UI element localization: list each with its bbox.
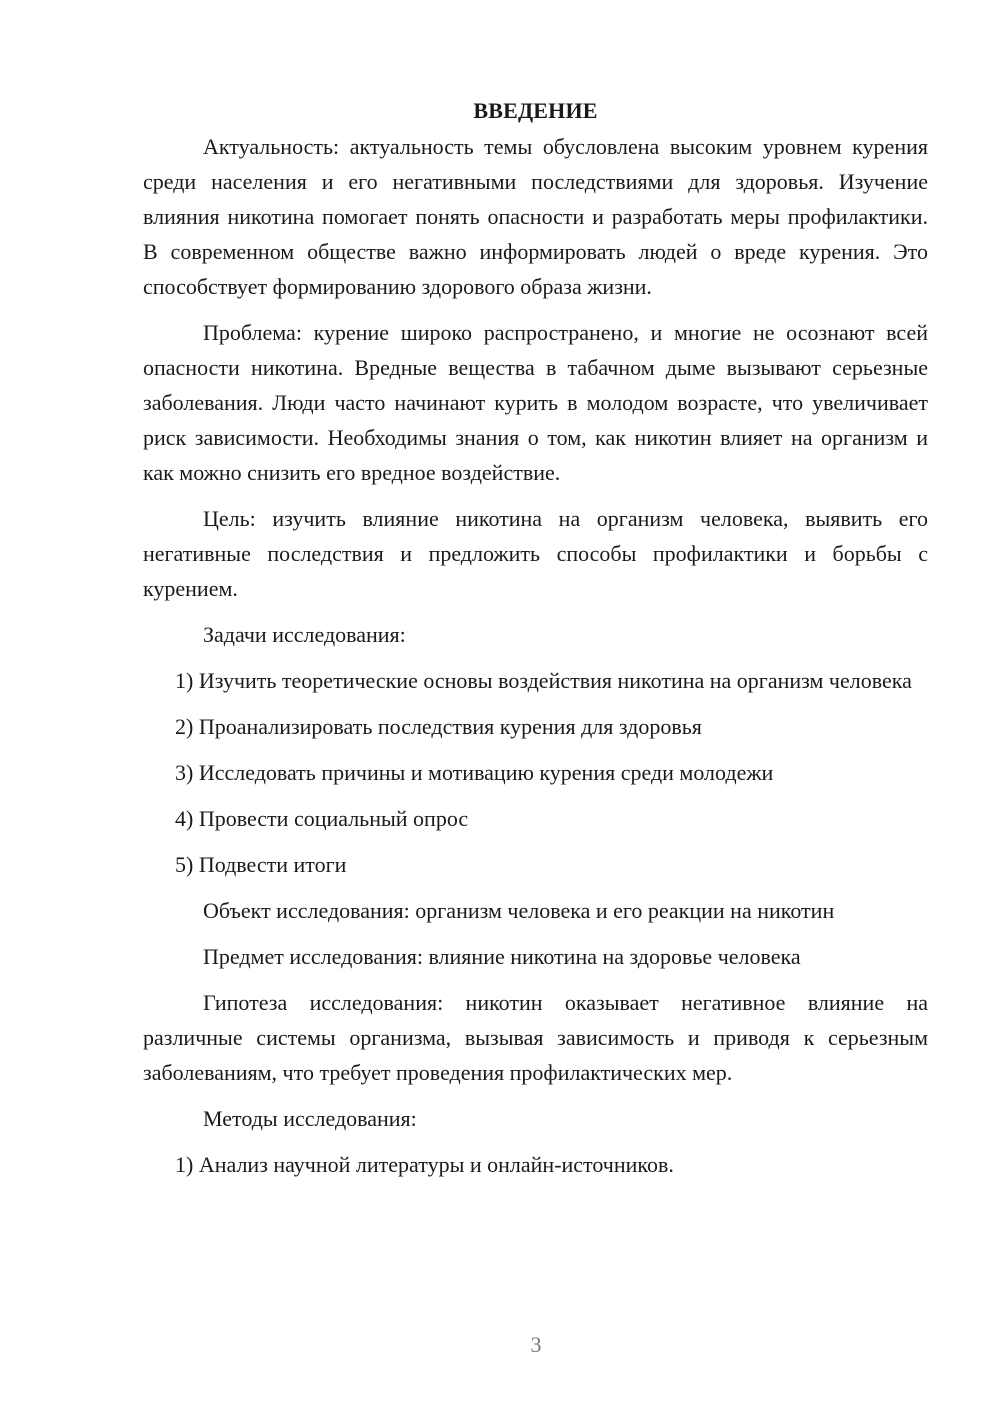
task-item-3: 3) Исследовать причины и мотивацию курения среди молодежи	[175, 760, 774, 785]
problem-paragraph: Проблема: курение широко распространено, и многие не осознают всей опасности никотина. Вредные вещества в табачном дыме вызывают серьезные заболевания. Люди часто начинают курить в молодом возрасте, что увеличивает риск зависимости. Необходимы знания о том, как никотин влияет на организм и как можно снизить его вредное воздействие.	[143, 320, 928, 485]
tasks-heading: Задачи исследования:	[203, 622, 406, 647]
method-item-1: 1) Анализ научной литературы и онлайн-источников.	[175, 1152, 674, 1177]
task-item-4: 4) Провести социальный опрос	[175, 806, 469, 831]
hypothesis-paragraph: Гипотеза исследования: никотин оказывает негативное влияние на различные системы организма, вызывая зависимость и приводя к серьезным заболеваниям, что требует проведения профилактических мер.	[143, 990, 928, 1085]
object-paragraph: Объект исследования: организм человека и его реакции на никотин	[203, 898, 835, 923]
methods-heading: Методы исследования:	[203, 1106, 417, 1131]
task-item-5: 5) Подвести итоги	[175, 852, 347, 877]
task-item-2: 2) Проанализировать последствия курения для здоровья	[175, 714, 702, 739]
goal-paragraph: Цель: изучить влияние никотина на организм человека, выявить его негативные последствия и предложить способы профилактики и борьбы с курением.	[143, 506, 928, 601]
task-item-1: 1) Изучить теоретические основы воздействия никотина на организм человека	[175, 668, 912, 693]
section-heading: ВВЕДЕНИЕ	[473, 98, 598, 123]
document-body	[143, 96, 928, 1193]
subject-paragraph: Предмет исследования: влияние никотина на здоровье человека	[203, 944, 801, 969]
relevance-paragraph: Актуальность: актуальность темы обусловлена высоким уровнем курения среди населения и его негативными последствиями для здоровья. Изучение влияния никотина помогает понять опасности и разработать меры профилактики. В современном обществе важно информировать людей о вреде курения. Это способствует формированию здорового образа жизни.	[143, 134, 928, 299]
page-number: 3	[530, 1332, 542, 1357]
